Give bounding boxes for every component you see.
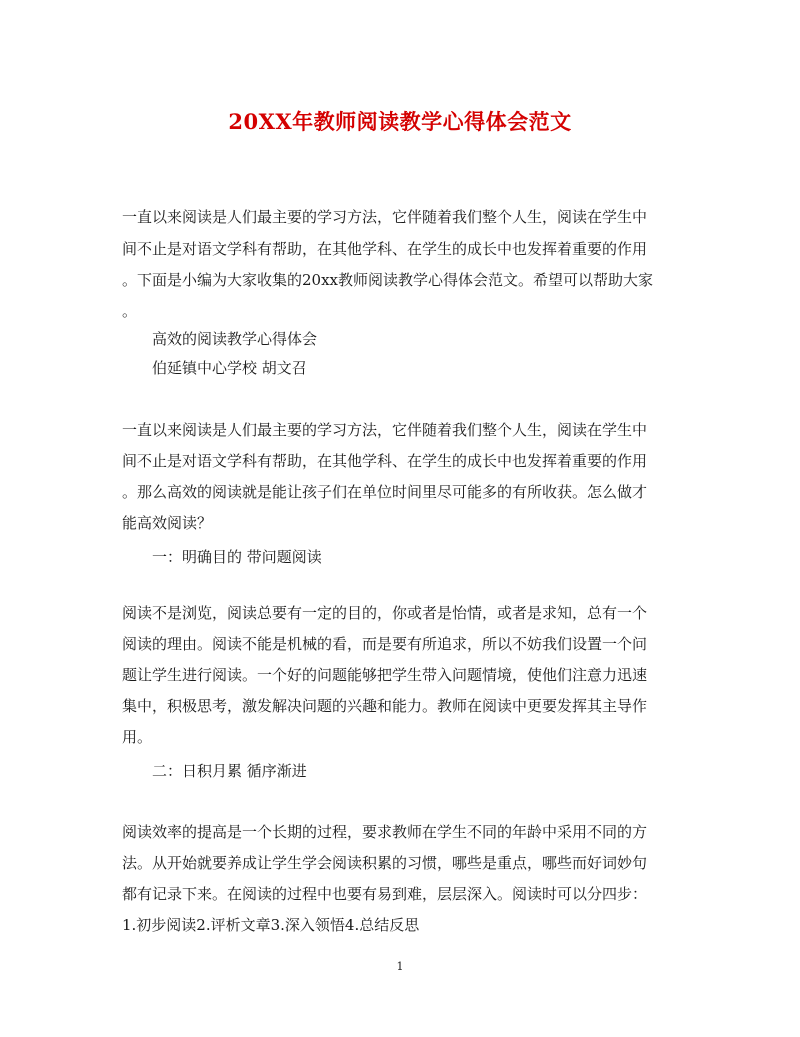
paragraph-line: 间不止是对语文学科有帮助，在其他学科、在学生的成长中也发挥着重要的作用 [122,452,648,470]
paragraph-line: 法。从开始就要养成让学生学会阅读积累的习惯，哪些是重点，哪些而好词妙句 [122,854,648,872]
paragraph-line: 。那么高效的阅读就是能让孩子们在单位时间里尽可能多的有所收获。怎么做才 [122,483,648,501]
paragraph-line: 集中，积极思考，激发解决问题的兴趣和能力。教师在阅读中更要发挥其主导作 [122,697,648,715]
paragraph-line: 都有记录下来。在阅读的过程中也要有易到难，层层深入。阅读时可以分四步： [122,885,648,903]
page-number: 1 [396,960,404,973]
paragraph-line: 1.初步阅读2.评析文章3.深入领悟4.总结反思 [122,916,420,934]
paragraph-line: 。下面是小编为大家收集的20xx教师阅读教学心得体会范文。希望可以帮助大家 [122,271,654,289]
paragraph-line: 阅读效率的提高是一个长期的过程，要求教师在学生不同的年龄中采用不同的方 [122,823,648,841]
paragraph-line: 题让学生进行阅读。一个好的问题能够把学生带入问题情境，使他们注意力迅速 [122,666,648,684]
paragraph-line: 一直以来阅读是人们最主要的学习方法，它伴随着我们整个人生，阅读在学生中 [122,208,648,226]
paragraph-line: 。 [122,302,138,320]
paragraph-line: 用。 [122,728,153,746]
section-heading: 二：日积月累 循序渐进 [152,762,307,780]
paragraph-line: 间不止是对语文学科有帮助，在其他学科、在学生的成长中也发挥着重要的作用 [122,240,648,258]
paragraph-line: 阅读不是浏览，阅读总要有一定的目的，你或者是怡情，或者是求知，总有一个 [122,604,648,622]
author-line: 伯延镇中心学校 胡文召 [152,359,307,377]
paragraph-line: 能高效阅读？ [122,514,213,532]
paragraph-line: 阅读的理由。阅读不能是机械的看，而是要有所追求，所以不妨我们设置一个问 [122,635,648,653]
section-heading: 一：明确目的 带问题阅读 [152,548,322,566]
paragraph-line: 一直以来阅读是人们最主要的学习方法，它伴随着我们整个人生，阅读在学生中 [122,421,648,439]
subtitle: 高效的阅读教学心得体会 [152,330,318,348]
document-title: 20XX年教师阅读教学心得体会范文 [228,109,572,134]
